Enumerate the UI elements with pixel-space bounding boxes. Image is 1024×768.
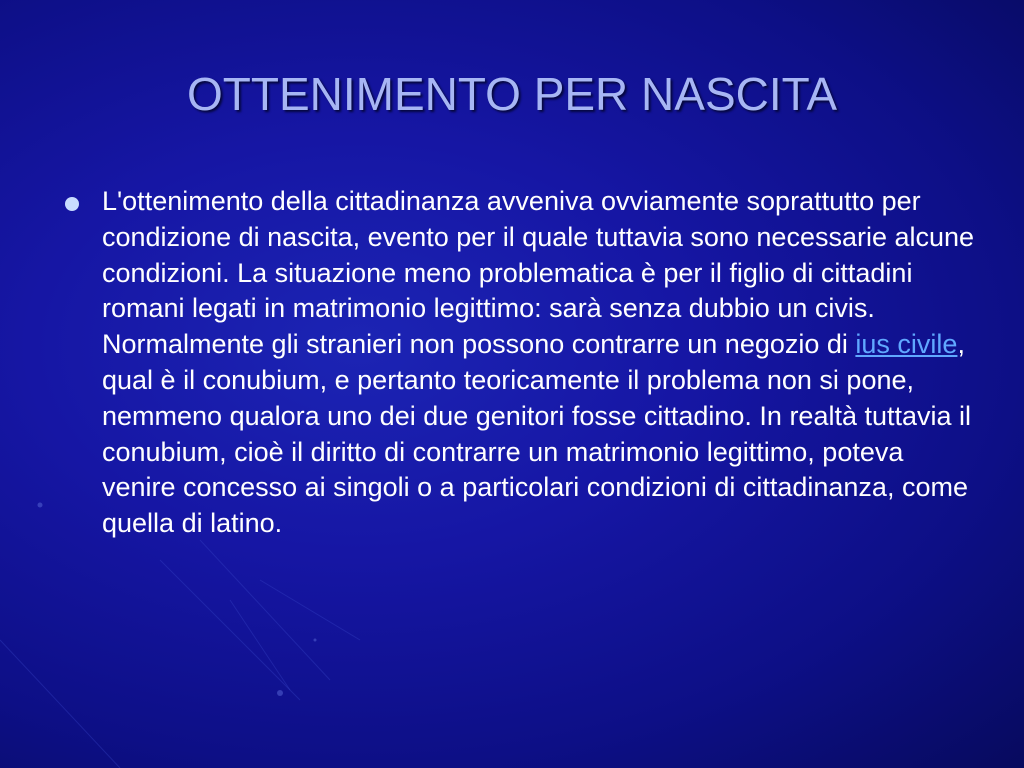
bullet-dot-icon xyxy=(65,197,79,211)
paragraph-text-before-link: L'ottenimento della cittadinanza avveniva ovviamente soprattutto per condizione di nascita, evento per il quale tuttavia sono necessarie alcune condizioni. La situazione meno problematica è per il figlio di cittadini romani legati in matrimonio legittimo: sarà senza dubbio un civis. Normalmente gli stranieri non possono contrarre un negozio di xyxy=(102,186,975,360)
ius-civile-link[interactable]: ius civile xyxy=(855,329,958,360)
bullet-list xyxy=(60,184,980,542)
bullet-item xyxy=(60,184,980,542)
paragraph-text-after-link: , qual è il conubium, e pertanto teoricamente il problema non si pone, nemmeno qualora uno dei due genitori fosse cittadino. In realtà tuttavia il conubium, cioè il diritto di contrarre un matrimonio legittimo, poteva venire concesso ai singoli o a particolari condizioni di cittadinanza, come quella di latino. xyxy=(102,329,972,539)
bullet-paragraph xyxy=(102,184,977,542)
slide-title: OTTENIMENTO PER NASCITA xyxy=(186,68,838,120)
